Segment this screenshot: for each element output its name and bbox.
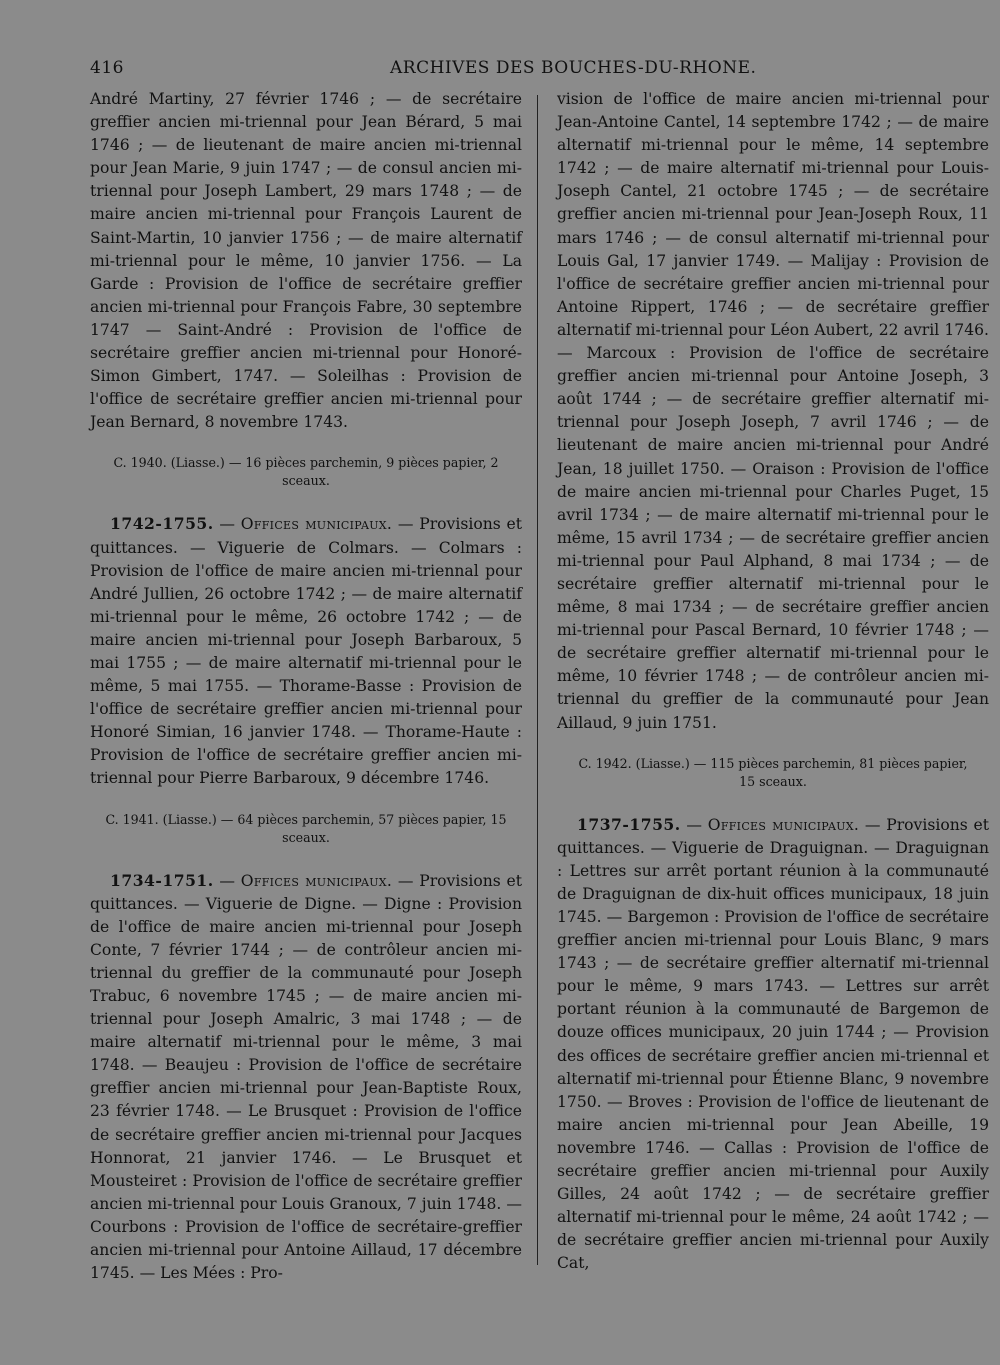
entry-text: — Provisions et quittances. — Viguerie de Digne. — Digne : Provision de l'office de maire ancien mi-triennal pour Joseph Conte, 7 février 1744 ; — de contrôleur ancien mi-triennal du greffier de la communauté pour Joseph Trabuc, 6 novembre 1745 ; — de maire ancien mi-triennal pour Joseph Amalric, 3 mai 1748 ; — de maire alternatif mi-triennal pour le même, 3 mai 1748. — Beaujeu : Provision de l'office de secrétaire greffier ancien mi-triennal pour Jean-Baptiste Roux, 23 février 1748. — Le Brusquet : Provision de l'office de secrétaire greffier ancien mi-triennal pour Jacques Honnorat, 21 janvier 1746. — Le Brusquet et Mousteiret : Provision de l'office de secrétaire greffier ancien mi-triennal pour Louis Granoux, 7 juin 1748. — Courbons : Provision de l'office de secrétaire-greffier ancien mi-triennal pour Antoine Aillaud, 17 décembre 1745. — Les Mées : Pro- [90,871,522,1283]
continued-paragraph: vision de l'office de maire ancien mi-triennal pour Jean-Antoine Cantel, 14 septembre 1742 ; — de maire alternatif mi-triennal pour le même, 14 septembre 1742 ; — de maire alternatif mi-triennal pour Louis-Joseph Cantel, 21 octobre 1745 ; — de secrétaire greffier ancien mi-triennal pour Jean-Joseph Roux, 11 mars 1746 ; — de consul alternatif mi-triennal pour Louis Gal, 17 janvier 1749. — Malijay : Provision de l'office de secrétaire greffier ancien mi-triennal pour Antoine Rippert, 1746 ; — de secrétaire greffier alternatif mi-triennal pour Léon Aubert, 22 avril 1746. — Marcoux : Provision de l'office de secrétaire greffier ancien mi-triennal pour Antoine Joseph, 3 août 1744 ; — de secrétaire greffier alternatif mi-triennal pour Joseph Joseph, 7 avril 1746 ; — de lieutenant de maire ancien mi-triennal pour André Jean, 18 juillet 1750. — Oraison : Provision de l'office de maire ancien mi-triennal pour Charles Puget, 15 avril 1734 ; — de maire alternatif mi-triennal pour le même, 15 avril 1734 ; — de secrétaire greffier ancien mi-triennal pour Paul Alphand, 8 mai 1734 ; — de secrétaire greffier alternatif mi-triennal pour le même, 8 mai 1734 ; — de secrétaire greffier ancien mi-triennal pour Pascal Bernard, 10 février 1748 ; — de secrétaire greffier alternatif mi-triennal pour le même, 10 février 1748 ; — de contrôleur ancien mi-triennal du greffier de la communauté pour Jean Aillaud, 9 juin 1751. [557,90,989,732]
entry-heading: Offices municipaux. [240,515,393,534]
entry-heading: Offices municipaux. [707,815,860,834]
column-divider [537,95,538,1265]
entry-paragraph: 1734-1751. — Offices municipaux. — Provisions et quittances. — Viguerie de Digne. — Digne : Provision de l'office de maire ancien mi-triennal pour Joseph Conte, 7 février 1744 ; — de contrôleur ancien mi-triennal du greffier de la communauté pour Joseph Trabuc, 6 novembre 1745 ; — de maire ancien mi-triennal pour Joseph Amalric, 3 mai 1748 ; — de maire alternatif mi-triennal pour le même, 3 mai 1748. — Beaujeu : Provision de l'office de secrétaire greffier ancien mi-triennal pour Jean-Baptiste Roux, 23 février 1748. — Le Brusquet : Provision de l'office de secrétaire greffier ancien mi-triennal pour Jacques Honnorat, 21 janvier 1746. — Le Brusquet et Mousteiret : Provision de l'office de secrétaire greffier ancien mi-triennal pour Louis Granoux, 7 juin 1748. — Courbons : Provision de l'office de secrétaire-greffier ancien mi-triennal pour Antoine Aillaud, 17 décembre 1745. — Les Mées : Pro- [90,870,522,1283]
right-column [557,88,989,1276]
entry-paragraph: 1737-1755. — Offices municipaux. — Provisions et quittances. — Viguerie de Draguignan. — Draguignan : Lettres sur arrêt portant réunion à la communauté de Draguignan de dix-huit offices municipaux, 18 juin 1745. — Bargemon : Provision de l'office de secrétaire greffier ancien mi-triennal pour Louis Blanc, 9 mars 1743 ; — de secrétaire greffier alternatif mi-triennal pour le même, 9 mars 1743. — Lettres sur arrêt portant réunion à la communauté de Bargemon de douze offices municipaux, 20 juin 1744 ; — Provision des offices de secrétaire greffier ancien mi-triennal et alternatif mi-triennal pour Étienne Blanc, 9 novembre 1750. — Broves : Provision de l'office de lieutenant de maire ancien mi-triennal pour Jean Abeille, 19 novembre 1746. — Callas : Provision de l'office de secrétaire greffier ancien mi-triennal pour Auxily Gilles, 24 août 1742 ; — de secrétaire greffier alternatif mi-triennal pour le même, 24 août 1742 ; — de secrétaire greffier ancien mi-triennal pour Auxily Cat, [557,814,989,1273]
entry-dates: 1737-1755. [577,814,681,834]
archive-reference: C. 1941. (Liasse.) — 64 pièces parchemin, 57 pièces papier, 15 sceaux. [105,811,507,845]
left-column [90,88,522,1285]
entry-text: — Provisions et quittances. — Viguerie de Colmars. — Colmars : Provision de l'office de maire ancien mi-triennal pour André Jullien, 26 octobre 1742 ; — de maire alternatif mi-triennal pour le même, 26 octobre 1742 ; — de maire ancien mi-triennal pour Joseph Barbaroux, 5 mai 1755 ; — de maire alternatif mi-triennal pour le même, 5 mai 1755. — Thorame-Basse : Provision de l'office de secrétaire greffier ancien mi-triennal pour Honoré Simian, 16 janvier 1748. — Thorame-Haute : Provision de l'office de secrétaire greffier ancien mi-triennal pour Pierre Barbaroux, 9 décembre 1746. [90,515,522,788]
archive-reference: C. 1940. (Liasse.) — 16 pièces parchemin, 9 pièces papier, 2 sceaux. [113,455,499,489]
entry-paragraph: 1742-1755. — Offices municipaux. — Provisions et quittances. — Viguerie de Colmars. — Colmars : Provision de l'office de maire ancien mi-triennal pour André Jullien, 26 octobre 1742 ; — de maire alternatif mi-triennal pour le même, 26 octobre 1742 ; — de maire ancien mi-triennal pour Joseph Barbaroux, 5 mai 1755 ; — de maire alternatif mi-triennal pour le même, 5 mai 1755. — Thorame-Basse : Provision de l'office de secrétaire greffier ancien mi-triennal pour Honoré Simian, 16 janvier 1748. — Thorame-Haute : Provision de l'office de secrétaire greffier ancien mi-triennal pour Pierre Barbaroux, 9 décembre 1746. [90,514,522,788]
running-title: ARCHIVES DES BOUCHES-DU-RHONE. [390,58,757,78]
page-header [90,58,990,82]
continued-paragraph: André Martiny, 27 février 1746 ; — de secrétaire greffier ancien mi-triennal pour Jean Bérard, 5 mai 1746 ; — de lieutenant de maire ancien mi-triennal pour Jean Marie, 9 juin 1747 ; — de consul ancien mi-triennal pour Joseph Lambert, 29 mars 1748 ; — de maire ancien mi-triennal pour François Laurent de Saint-Martin, 10 janvier 1756 ; — de maire alternatif mi-triennal pour le même, 10 janvier 1756. — La Garde : Provision de l'office de secrétaire greffier ancien mi-triennal pour François Fabre, 30 septembre 1747 — Saint-André : Provision de l'office de secrétaire greffier ancien mi-triennal pour Honoré-Simon Gimbert, 1747. — Soleilhas : Provision de l'office de secrétaire greffier ancien mi-triennal pour Jean Bernard, 8 novembre 1743. [90,90,522,432]
entry-text: — Provisions et quittances. — Viguerie de Draguignan. — Draguignan : Lettres sur arrêt portant réunion à la communauté de Draguignan de dix-huit offices municipaux, 18 juin 1745. — Bargemon : Provision de l'office de secrétaire greffier ancien mi-triennal pour Louis Blanc, 9 mars 1743 ; — de secrétaire greffier alternatif mi-triennal pour le même, 9 mars 1743. — Lettres sur arrêt portant réunion à la communauté de Bargemon de douze offices municipaux, 20 juin 1744 ; — Provision des offices de secrétaire greffier ancien mi-triennal et alternatif mi-triennal pour Étienne Blanc, 9 novembre 1750. — Broves : Provision de l'office de lieutenant de maire ancien mi-triennal pour Jean Abeille, 19 novembre 1746. — Callas : Provision de l'office de secrétaire greffier ancien mi-triennal pour Auxily Gilles, 24 août 1742 ; — de secrétaire greffier alternatif mi-triennal pour le même, 24 août 1742 ; — de secrétaire greffier ancien mi-triennal pour Auxily Cat, [557,815,989,1273]
entry-dates: 1734-1751. [110,870,214,890]
archive-reference: C. 1942. (Liasse.) — 115 pièces parchemin, 81 pièces papier, 15 sceaux. [578,755,968,789]
entry-dates: 1742-1755. [110,514,214,534]
entry-heading: Offices municipaux. [240,871,393,890]
page-number: 416 [90,58,124,78]
